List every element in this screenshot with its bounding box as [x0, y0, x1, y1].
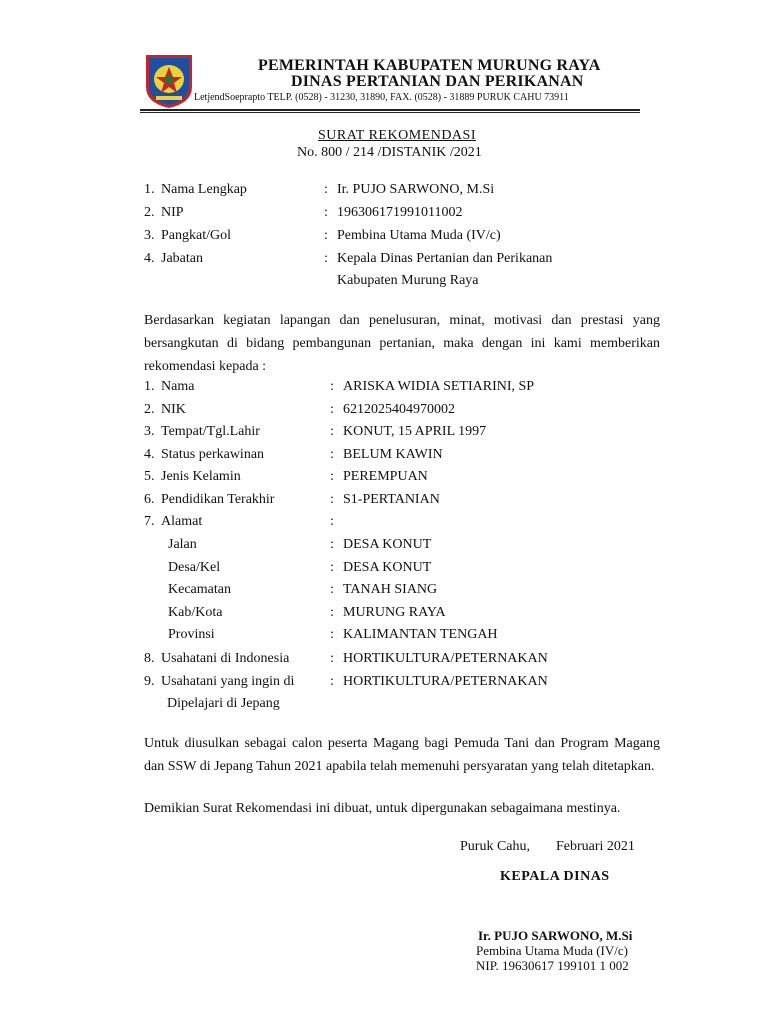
intro-paragraph: Berdasarkan kegiatan lapangan dan penelusuran, minat, motivasi dan prestasi yang bersangkutan di bidang pembangunan pertanian, maka dengan ini kami memberikan rekomendasi kepada :	[144, 313, 660, 374]
signatory-rank: Pembina Utama Muda (IV/c)	[476, 943, 628, 958]
official-row-label: NIP	[161, 205, 184, 220]
candidate-row-value: S1-PERTANIAN	[343, 491, 440, 507]
address-row-value: DESA KONUT	[343, 537, 432, 552]
official-position-continued: Kabupaten Murung Raya	[337, 273, 479, 288]
address-row-sep: :	[330, 627, 334, 642]
candidate-row-label: Nama	[161, 379, 195, 394]
letter-number: No. 800 / 214 /DISTANIK /2021	[297, 145, 482, 160]
candidate-row-sep: :	[330, 401, 334, 417]
candidate-row-value: PEREMPUAN	[343, 469, 428, 484]
candidate-row-value: BELUM KAWIN	[343, 446, 443, 462]
farming-row-value: HORTIKULTURA/PETERNAKAN	[343, 673, 548, 689]
signatory-nip: NIP. 19630617 199101 1 002	[476, 958, 629, 973]
header-department: DINAS PERTANIAN DAN PERIKANAN	[291, 73, 584, 90]
address-row-sep: :	[330, 559, 334, 575]
address-row-label: Provinsi	[168, 627, 215, 642]
farming-interest-continued: Dipelajari di Jepang	[167, 696, 280, 711]
address-row-value: MURUNG RAYA	[343, 604, 446, 620]
farming-row-sep: :	[330, 651, 334, 666]
candidate-row-label: Tempat/Tgl.Lahir	[161, 424, 260, 439]
farming-row-num: 8.	[144, 651, 155, 666]
address-row-value: TANAH SIANG	[343, 582, 438, 597]
candidate-row-sep: :	[330, 491, 334, 507]
address-row-label: Kab/Kota	[168, 604, 223, 620]
regency-logo	[144, 53, 194, 109]
signatory-name: Ir. PUJO SARWONO, M.Si	[478, 928, 633, 943]
candidate-row-value: KONUT, 15 APRIL 1997	[343, 424, 487, 439]
farming-row-num: 9.	[144, 673, 155, 689]
official-row-label: Pangkat/Gol	[161, 228, 231, 243]
official-row-sep: :	[324, 228, 328, 243]
official-row-num: 1.	[144, 182, 155, 197]
closing-paragraph: Demikian Surat Rekomendasi ini dibuat, untuk dipergunakan sebagaimana mestinya.	[144, 801, 621, 816]
candidate-row-value: 6212025404970002	[343, 401, 455, 417]
official-row-sep: :	[324, 182, 328, 197]
address-row-label: Kecamatan	[168, 582, 231, 597]
candidate-row-num: 2.	[144, 401, 155, 417]
header-address: LetjendSoeprapto TELP. (0528) - 31230, 31890, FAX. (0528) - 31889 PURUK CAHU 73911	[194, 92, 569, 103]
signature-position: KEPALA DINAS	[500, 869, 610, 884]
candidate-row-sep: :	[330, 469, 334, 484]
header-divider	[140, 109, 640, 111]
signature-date: Februari 2021	[556, 839, 635, 854]
official-row-sep: :	[324, 251, 328, 266]
candidate-row-sep: :	[330, 446, 334, 462]
official-row-value: Pembina Utama Muda (IV/c)	[337, 228, 501, 243]
official-row-num: 2.	[144, 205, 155, 220]
farming-row-label: Usahatani di Indonesia	[161, 651, 290, 666]
candidate-row-label: Alamat	[161, 514, 203, 529]
address-row-value: KALIMANTAN TENGAH	[343, 627, 498, 642]
purpose-paragraph: Untuk diusulkan sebagai calon peserta Magang bagi Pemuda Tani dan Program Magang dan SSW di Jepang Tahun 2021 apabila telah memenuhi persyaratan yang telah ditetapkan.	[144, 736, 660, 774]
candidate-row-label: Pendidikan Terakhir	[161, 491, 275, 507]
official-row-sep: :	[324, 205, 328, 220]
address-row-value: DESA KONUT	[343, 559, 432, 575]
official-row-label: Jabatan	[161, 251, 203, 266]
official-row-num: 4.	[144, 251, 155, 266]
candidate-row-num: 1.	[144, 379, 155, 394]
farming-row-label: Usahatani yang ingin di	[161, 673, 295, 689]
official-row-value: 196306171991011002	[337, 205, 463, 220]
address-row-label: Desa/Kel	[168, 559, 221, 575]
farming-row-value: HORTIKULTURA/PETERNAKAN	[343, 651, 548, 666]
farming-row-sep: :	[330, 673, 334, 689]
official-row-value: Ir. PUJO SARWONO, M.Si	[337, 182, 495, 197]
candidate-row-sep: :	[330, 379, 334, 394]
header-government: PEMERINTAH KABUPATEN MURUNG RAYA	[258, 57, 601, 74]
official-row-num: 3.	[144, 228, 155, 243]
candidate-row-num: 5.	[144, 469, 155, 484]
address-row-sep: :	[330, 582, 334, 597]
signature-place: Puruk Cahu,	[460, 839, 530, 854]
official-row-value: Kepala Dinas Pertanian dan Perikanan	[337, 251, 553, 266]
candidate-row-label: Jenis Kelamin	[161, 469, 241, 484]
address-row-label: Jalan	[168, 537, 197, 552]
candidate-row-value: ARISKA WIDIA SETIARINI, SP	[343, 379, 535, 394]
candidate-row-num: 7.	[144, 514, 155, 529]
candidate-row-num: 6.	[144, 491, 155, 507]
candidate-row-num: 3.	[144, 424, 155, 439]
header-divider-thin	[140, 112, 640, 113]
official-row-label: Nama Lengkap	[161, 182, 247, 197]
candidate-row-num: 4.	[144, 446, 155, 462]
candidate-row-sep: :	[330, 424, 334, 439]
candidate-row-label: NIK	[161, 401, 186, 417]
candidate-row-sep: :	[330, 514, 334, 529]
candidate-row-label: Status perkawinan	[161, 446, 265, 462]
letter-title: SURAT REKOMENDASI	[318, 128, 476, 143]
address-row-sep: :	[330, 537, 334, 552]
address-row-sep: :	[330, 604, 334, 620]
